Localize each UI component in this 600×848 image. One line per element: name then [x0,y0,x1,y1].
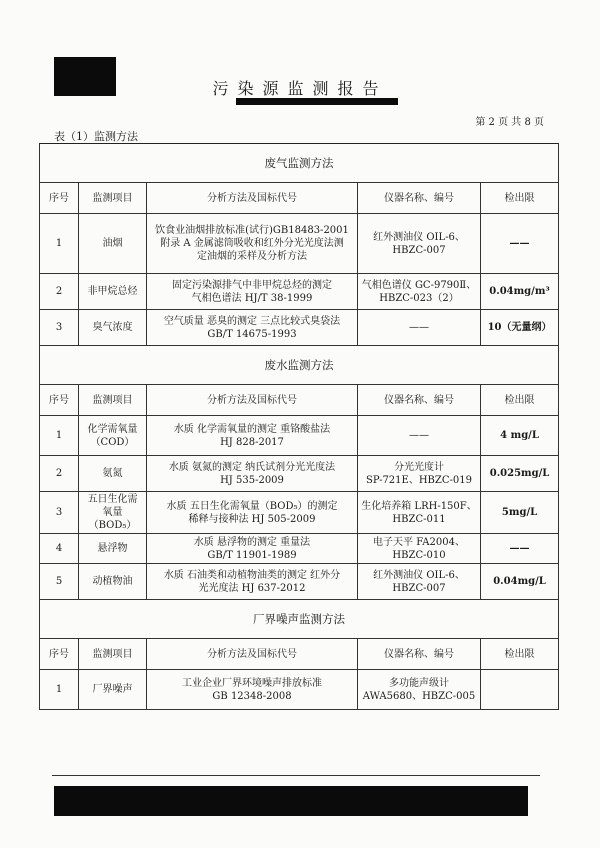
instrument-line: AWA5680、HBZC-005 [362,690,476,702]
table-row [40,670,559,710]
cell-no: 1 [40,670,79,710]
item-line: 动植物油 [92,576,133,587]
method-line: 气相色谱法 HJ/T 38-1999 [191,292,313,304]
item-line: 氨氮 [102,468,123,479]
method-line: HJ 535-2009 [220,474,284,486]
cell-no: 4 [40,534,79,564]
header-method: 分析方法及国标代号 [147,639,358,670]
table-row [40,214,559,274]
cell-method [147,534,358,564]
cell-instrument [358,564,481,600]
methods-table [39,143,559,710]
method-line: 定油烟的采样及分析方法 [197,251,307,262]
method-line: GB/T 14675-1993 [207,328,297,340]
instrument-line: HBZC-010 [392,549,446,561]
instrument-line: 红外测油仪 OIL-6、 [373,231,465,243]
table-row [40,310,559,346]
cell-no: 3 [40,492,79,534]
column-header-row [40,183,559,214]
cell-method [147,310,358,346]
instrument-line: HBZC-007 [392,244,446,256]
item-line: 悬浮物 [97,543,128,554]
instrument-line: 分光光度计 [394,461,444,473]
cell-method [147,274,358,310]
cell-no: 1 [40,214,79,274]
item-line: 臭气浓度 [92,322,133,333]
cell-item [79,416,147,456]
cell-item [79,492,147,534]
method-line: 水质 化学需氧量的测定 重铬酸盐法 [173,423,331,435]
cell-instrument [358,456,481,492]
page-indicator: 第 2 页 共 8 页 [475,117,544,128]
section-title: 废水监测方法 [40,346,559,385]
item-line: 厂界噪声 [92,684,133,695]
item-line: 非甲烷总烃 [87,286,138,297]
cell-limit: 4 mg/L [481,416,559,456]
table-row [40,274,559,310]
table-row [40,456,559,492]
item-line: 油烟 [102,238,123,249]
cell-limit: 0.04mg/m³ [481,274,559,310]
method-line: 水质 石油类和动植物油类的测定 红外分 [163,569,341,581]
method-line: 稀释与接种法 HJ 505-2009 [188,513,316,525]
cell-method [147,564,358,600]
redacted-footer [54,786,528,816]
method-line: 水质 五日生化需氧量（BOD₅）的测定 [166,500,338,512]
header-instrument: 仪器名称、编号 [358,183,481,214]
cell-instrument [358,274,481,310]
section-title-row [40,600,559,639]
cell-method [147,214,358,274]
cell-item [79,564,147,600]
method-line: 工业企业厂界环境噪声排放标准 [182,677,322,689]
method-line: 水质 悬浮物的测定 重量法 [193,536,311,548]
footer-rule [52,775,540,776]
method-line: 光光度法 HJ 637-2012 [198,582,306,594]
cell-item [79,274,147,310]
cell-limit: —— [481,534,559,564]
method-line: 水质 氨氮的测定 纳氏试剂分光光度法 [168,461,336,473]
method-line: GB/T 11901-1989 [207,549,297,561]
cell-limit: —— [481,214,559,274]
table-caption: 表（1）监测方法 [54,130,138,143]
header-no: 序号 [40,639,79,670]
table-row [40,564,559,600]
table-row [40,492,559,534]
cell-instrument [358,416,481,456]
cell-item [79,310,147,346]
header-limit: 检出限 [481,183,559,214]
header-no: 序号 [40,385,79,416]
cell-item [79,456,147,492]
method-line: HJ 828-2017 [220,436,284,448]
section-title: 厂界噪声监测方法 [40,600,559,639]
method-line: GB 12348-2008 [212,690,292,702]
header-limit: 检出限 [481,639,559,670]
table-row [40,416,559,456]
header-method: 分析方法及国标代号 [147,385,358,416]
instrument-line: 电子天平 FA2004、 [373,536,465,548]
cell-method [147,492,358,534]
section-title: 废气监测方法 [40,144,559,183]
cell-limit: 0.04mg/L [481,564,559,600]
section-title-row [40,346,559,385]
header-no: 序号 [40,183,79,214]
instrument-line: HBZC-011 [392,513,446,525]
instrument-line: 多功能声级计 [389,677,449,689]
table-row [40,534,559,564]
method-line: 固定污染源排气中非甲烷总烃的测定 [172,279,332,291]
instrument-line: 气相色谱仪 GC-9790Ⅱ、 [361,279,477,291]
instrument-line: HBZC-007 [392,582,446,594]
cell-no: 2 [40,456,79,492]
header-method: 分析方法及国标代号 [147,183,358,214]
cell-instrument [358,534,481,564]
cell-item [79,670,147,710]
header-item: 监测项目 [79,183,147,214]
column-header-row [40,385,559,416]
cell-instrument [358,670,481,710]
instrument-line: HBZC-023（2） [379,292,459,304]
header-instrument: 仪器名称、编号 [358,639,481,670]
cell-instrument [358,214,481,274]
instrument-line: SP-721E、HBZC-019 [366,474,472,486]
cell-limit: 0.025mg/L [481,456,559,492]
item-line: 氧量（BOD₅） [88,507,137,531]
instrument-line: —— [409,322,429,333]
section-title-row [40,144,559,183]
cell-no: 5 [40,564,79,600]
cell-limit [481,670,559,710]
cell-method [147,416,358,456]
cell-limit: 5mg/L [481,492,559,534]
header-limit: 检出限 [481,385,559,416]
cell-instrument [358,310,481,346]
instrument-line: —— [409,430,429,441]
report-title: 污染源监测报告 [212,79,388,98]
column-header-row [40,639,559,670]
cell-item [79,534,147,564]
method-line: 空气质量 恶臭的测定 三点比较式臭袋法 [163,315,341,327]
cell-method [147,456,358,492]
instrument-line: 生化培养箱 LRH-150F、 [361,500,477,512]
cell-no: 3 [40,310,79,346]
cell-item [79,214,147,274]
method-line: 附录 A 金属滤筒吸收和红外分光光度法测 [160,238,344,249]
header-item: 监测项目 [79,385,147,416]
cell-no: 2 [40,274,79,310]
header-item: 监测项目 [79,639,147,670]
item-line: 化学需氧量 [87,423,138,435]
cell-limit: 10（无量纲） [481,310,559,346]
cell-method [147,670,358,710]
method-line: 饮食业油烟排放标准(试行)GB18483-2001 [155,225,349,236]
cell-no: 1 [40,416,79,456]
cell-instrument [358,492,481,534]
item-line: 五日生化需 [87,494,138,505]
header-instrument: 仪器名称、编号 [358,385,481,416]
item-line: （COD） [90,436,135,448]
redacted-title-underline [236,98,398,105]
instrument-line: 红外测油仪 OIL-6、 [373,569,465,581]
